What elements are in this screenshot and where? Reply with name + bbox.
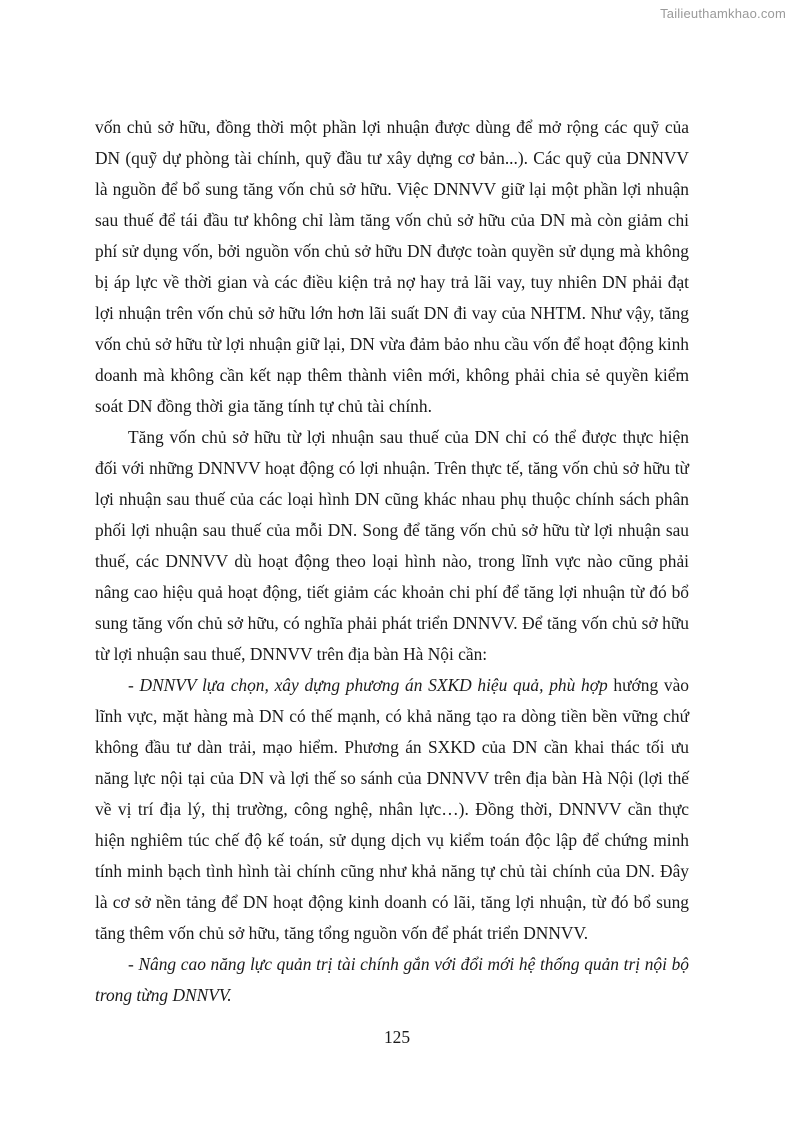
paragraph-business-plan xyxy=(95,670,689,949)
paragraph-continuation: vốn chủ sở hữu, đồng thời một phần lợi nhuận được dùng để mở rộng các quỹ của DN (quỹ dự phòng tài chính, quỹ đầu tư xây dựng cơ bản...). Các quỹ của DNNVV là nguồn để bổ sung tăng vốn chủ sở hữu. Việc DNNVV giữ lại một phần lợi nhuận sau thuế để tái đầu tư không chỉ làm tăng vốn chủ sở hữu của DN mà còn giảm chi phí sử dụng vốn, bởi nguồn vốn chủ sở hữu DN được toàn quyền sử dụng mà không bị áp lực về thời gian và các điều kiện trả nợ hay trả lãi vay, tuy nhiên DN phải đạt lợi nhuận trên vốn chủ sở hữu lớn hơn lãi suất DN đi vay của NHTM. Như vậy, tăng vốn chủ sở hữu từ lợi nhuận giữ lại, DN vừa đảm bảo nhu cầu vốn để hoạt động kinh doanh mà không cần kết nạp thêm thành viên mới, không phải chia sẻ quyền kiểm soát DN đồng thời gia tăng tính tự chủ tài chính. xyxy=(95,117,689,416)
page-number: 125 xyxy=(383,1027,411,1047)
paragraph-profit-retention: Tăng vốn chủ sở hữu từ lợi nhuận sau thuế của DN chỉ có thể được thực hiện đối với những DNNVV hoạt động có lợi nhuận. Trên thực tế, tăng vốn chủ sở hữu từ lợi nhuận sau thuế của các loại hình DN cũng khác nhau phụ thuộc chính sách phân phối lợi nhuận sau thuế của mỗi DN. Song để tăng vốn chủ sở hữu từ lợi nhuận sau thuế, các DNNVV dù hoạt động theo loại hình nào, trong lĩnh vực nào cũng phải nâng cao hiệu quả hoạt động, tiết giảm các khoản chi phí để tăng lợi nhuận từ đó bổ sung tăng vốn chủ sở hữu, có nghĩa phải phát triển DNNVV. Để tăng vốn chủ sở hữu từ lợi nhuận sau thuế, DNNVV trên địa bàn Hà Nội cần: xyxy=(95,427,689,664)
paragraph-business-plan-lead: - DNNVV lựa chọn, xây dựng phương án SXKD hiệu quả, phù hợp xyxy=(128,675,608,695)
watermark-text: Tailieuthamkhao.com xyxy=(660,6,786,21)
paragraph-financial-governance: - Nâng cao năng lực quản trị tài chính gắn với đổi mới hệ thống quản trị nội bộ trong từng DNNVV. xyxy=(95,954,689,1005)
paragraph-business-plan-text: hướng vào lĩnh vực, mặt hàng mà DN có thế mạnh, có khả năng tạo ra dòng tiền bền vững chứ không đầu tư dàn trải, mạo hiểm. Phương án SXKD của DN cần khai thác tối ưu năng lực nội tại của DN và lợi thế so sánh của DNNVV trên địa bàn Hà Nội (lợi thế về vị trí địa lý, thị trường, công nghệ, nhân lực…). Đồng thời, DNNVV cần thực hiện nghiêm túc chế độ kế toán, sử dụng dịch vụ kiểm toán độc lập để chứng minh tính minh bạch tình hình tài chính cũng như khả năng tự chủ tài chính của DN. Đây là cơ sở nền tảng để DN hoạt động kinh doanh có lãi, tăng lợi nhuận, từ đó bổ sung tăng thêm vốn chủ sở hữu, tăng tổng nguồn vốn để phát triển DNNVV. xyxy=(95,675,689,943)
document-body xyxy=(95,112,689,1011)
